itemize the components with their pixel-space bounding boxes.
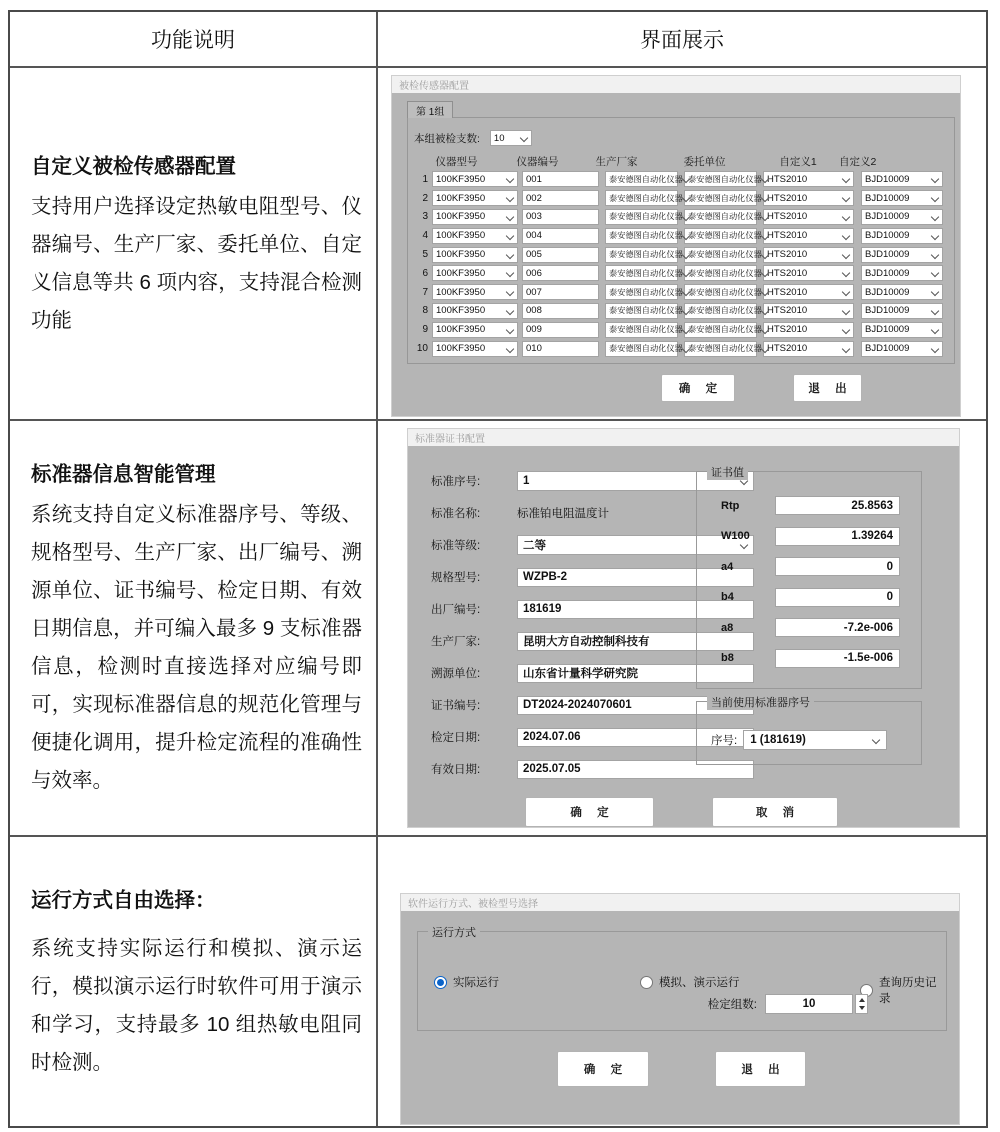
- radio-label: 模拟、演示运行: [659, 977, 740, 989]
- description-cell-1: [10, 68, 378, 419]
- cert-row: [721, 496, 921, 515]
- sensor-row: [414, 264, 943, 283]
- sensor-row: [414, 170, 943, 189]
- feature-heading-1: 自定义被检传感器配置: [31, 154, 236, 178]
- sensor-row: [414, 245, 943, 264]
- group-count-input[interactable]: 10: [765, 994, 853, 1014]
- serial-value: 004: [526, 230, 542, 242]
- serial-value: 003: [526, 211, 542, 223]
- sensor-row: [414, 226, 943, 245]
- custom1-value: HTS2010: [767, 211, 808, 223]
- manufacturer-combo[interactable]: [605, 190, 683, 206]
- chevron-down-icon: [842, 213, 850, 221]
- run-mode-radio[interactable]: [434, 974, 499, 990]
- column-header: 自定义2: [839, 156, 877, 168]
- feature-heading-2: 标准器信息智能管理: [31, 463, 216, 486]
- field-value: 山东省计量科学研究院: [523, 668, 638, 680]
- chevron-down-icon: [842, 307, 850, 315]
- manufacturer-value: 泰安德图自动化仪器: [609, 174, 683, 184]
- sensor-row: [414, 302, 943, 321]
- chevron-down-icon: [506, 269, 514, 277]
- serial-input[interactable]: [522, 265, 599, 281]
- exit-button[interactable]: 退 出: [715, 1051, 806, 1087]
- radio-button[interactable]: [434, 976, 447, 989]
- client-combo[interactable]: [684, 209, 762, 225]
- custom1-value: HTS2010: [767, 192, 808, 204]
- serial-input[interactable]: [522, 171, 599, 187]
- model-value: 100KF3950: [436, 305, 486, 317]
- cert-label: W100: [721, 530, 750, 542]
- client-value: 泰安德图自动化仪器: [688, 344, 762, 354]
- chevron-down-icon: [506, 232, 514, 240]
- custom2-value: BJD10009: [865, 192, 910, 204]
- chevron-down-icon: [506, 307, 514, 315]
- custom2-combo[interactable]: [861, 303, 943, 319]
- field-label: 标准名称:: [431, 508, 481, 520]
- client-combo[interactable]: [684, 171, 762, 187]
- serial-value: 001: [526, 173, 542, 185]
- radio-button[interactable]: [640, 976, 653, 989]
- field-value: WZPB-2: [523, 571, 568, 583]
- serial-value: 008: [526, 305, 542, 317]
- serial-value: 006: [526, 267, 542, 279]
- confirm-button[interactable]: 确 定: [557, 1051, 649, 1087]
- row-number: 9: [422, 324, 428, 336]
- custom2-combo[interactable]: [861, 247, 943, 263]
- chevron-down-icon: [931, 175, 939, 183]
- model-value: 100KF3950: [436, 249, 486, 261]
- cert-value-input[interactable]: -7.2e-006: [775, 618, 900, 637]
- custom2-value: BJD10009: [865, 324, 910, 336]
- certificate-values-group: [696, 467, 922, 689]
- client-combo[interactable]: [684, 247, 762, 263]
- feature-body-3: 系统支持实际运行和模拟、演示运行，模拟演示运行时软件可用于演示和学习，支持最多 10 组热敏电阻同时检测。: [31, 936, 362, 1074]
- confirm-button[interactable]: 确 定: [525, 797, 654, 827]
- chevron-down-icon: [931, 288, 939, 296]
- custom1-combo[interactable]: [763, 303, 854, 319]
- header-interface-display: 界面展示: [640, 29, 724, 52]
- custom1-value: HTS2010: [767, 324, 808, 336]
- table-header-row: [10, 12, 986, 66]
- cert-value-input[interactable]: -1.5e-006: [775, 649, 900, 668]
- cert-label: a8: [721, 621, 734, 634]
- manufacturer-combo[interactable]: [605, 284, 683, 300]
- manufacturer-value: 泰安德图自动化仪器: [609, 344, 683, 354]
- field-label: 规格型号:: [431, 572, 481, 584]
- serial-input[interactable]: [522, 303, 599, 319]
- client-value: 泰安德图自动化仪器: [688, 193, 762, 203]
- model-value: 100KF3950: [436, 211, 486, 223]
- cert-label: b8: [721, 652, 734, 664]
- run-mode-radio[interactable]: [640, 974, 740, 990]
- manufacturer-value: 泰安德图自动化仪器: [609, 325, 683, 335]
- group-count-label: 检定组数:: [707, 999, 757, 1011]
- serial-input[interactable]: [522, 209, 599, 225]
- cert-row: [721, 527, 921, 546]
- custom2-value: BJD10009: [865, 211, 910, 223]
- field-value: 2024.07.06: [523, 731, 581, 743]
- field-label: 证书编号:: [431, 700, 481, 712]
- custom1-combo[interactable]: [763, 247, 854, 263]
- serial-value: 009: [526, 324, 542, 336]
- chevron-down-icon: [931, 194, 939, 202]
- custom1-combo[interactable]: [763, 171, 854, 187]
- sensor-config-dialog: [391, 75, 961, 417]
- model-combo[interactable]: [432, 341, 518, 357]
- header-function-description: 功能说明: [10, 12, 378, 66]
- feature-body-2: 系统支持自定义标准器序号、等级、规格型号、生产厂家、出厂编号、溯源单位、证书编号、检定日期、有效日期信息，并可编入最多 9 支标准器信息，检测时直接选择对应编号即可，实现标准器信息的规范化管理与便捷化调用，提升检定流程的准确性与效率。: [31, 503, 362, 792]
- row-number: 5: [422, 249, 428, 261]
- custom2-combo[interactable]: [861, 341, 943, 357]
- current-standard-group: [696, 697, 922, 765]
- client-value: 泰安德图自动化仪器: [688, 287, 762, 297]
- serial-input[interactable]: [522, 341, 599, 357]
- serial-value: 005: [526, 249, 542, 261]
- custom1-value: HTS2010: [767, 286, 808, 298]
- field-label: 溯源单位:: [431, 668, 481, 680]
- chevron-down-icon: [931, 344, 939, 352]
- chevron-down-icon: [931, 307, 939, 315]
- custom2-value: BJD10009: [865, 267, 910, 279]
- client-value: 泰安德图自动化仪器: [688, 268, 762, 278]
- confirm-button[interactable]: 确 定: [661, 374, 735, 402]
- custom2-combo[interactable]: [861, 171, 943, 187]
- column-header: 仪器编号: [516, 156, 559, 168]
- cert-value-input[interactable]: 25.8563: [775, 496, 900, 515]
- manufacturer-value: 泰安德图自动化仪器: [609, 231, 683, 241]
- manufacturer-value: 泰安德图自动化仪器: [609, 193, 683, 203]
- custom1-value: HTS2010: [767, 343, 808, 355]
- custom2-value: BJD10009: [865, 343, 910, 355]
- cert-row: [721, 649, 921, 668]
- field-label: 标准等级:: [431, 540, 481, 552]
- count-value: 10: [493, 132, 505, 144]
- custom2-combo[interactable]: [861, 209, 943, 225]
- manufacturer-value: 泰安德图自动化仪器: [609, 306, 683, 316]
- chevron-down-icon: [931, 232, 939, 240]
- custom1-value: HTS2010: [767, 173, 808, 185]
- serial-input[interactable]: [522, 322, 599, 338]
- model-combo[interactable]: [432, 322, 518, 338]
- chevron-down-icon: [931, 326, 939, 334]
- cancel-button[interactable]: 取 消: [712, 797, 838, 827]
- manufacturer-value: 泰安德图自动化仪器: [609, 250, 683, 260]
- row-number: 8: [422, 305, 428, 317]
- field-value: 昆明大方自动控制科技有: [523, 636, 650, 648]
- chevron-down-icon: [520, 134, 528, 142]
- cert-row: [721, 588, 921, 607]
- screenshot-cell-1: [378, 68, 986, 419]
- chevron-down-icon: [931, 213, 939, 221]
- custom1-combo[interactable]: [763, 284, 854, 300]
- chevron-down-icon: [506, 175, 514, 183]
- row-number: 2: [422, 192, 428, 204]
- standard-cert-dialog: [407, 428, 960, 828]
- chevron-down-icon: [842, 326, 850, 334]
- feature-heading-3: 运行方式自由选择：: [31, 888, 216, 912]
- custom2-combo[interactable]: [861, 284, 943, 300]
- cert-row: [721, 618, 921, 637]
- group-title: 证书值: [707, 464, 748, 480]
- manufacturer-combo[interactable]: [605, 209, 683, 225]
- client-combo[interactable]: [684, 228, 762, 244]
- field-label: 有效日期:: [431, 764, 481, 776]
- column-header: 委托单位: [683, 156, 726, 168]
- chevron-down-icon: [931, 250, 939, 258]
- model-combo[interactable]: [432, 171, 518, 187]
- description-cell-3: [10, 837, 378, 1126]
- table-row: [10, 421, 986, 835]
- custom1-combo[interactable]: [763, 228, 854, 244]
- field-value: 181619: [523, 603, 562, 615]
- model-combo[interactable]: [432, 284, 518, 300]
- tab-group-1[interactable]: 第 1组: [407, 101, 453, 118]
- chevron-down-icon: [842, 288, 850, 296]
- manufacturer-combo[interactable]: [605, 303, 683, 319]
- table-row: [10, 68, 986, 419]
- column-headers: [414, 154, 876, 169]
- chevron-down-icon: [842, 232, 850, 240]
- model-value: 100KF3950: [436, 286, 486, 298]
- spinner-stepper[interactable]: [855, 994, 868, 1014]
- client-value: 泰安德图自动化仪器: [688, 174, 762, 184]
- serial-input[interactable]: [522, 228, 599, 244]
- chevron-down-icon: [842, 175, 850, 183]
- group-title: 当前使用标准器序号: [707, 694, 814, 710]
- column-header: 仪器型号: [435, 156, 478, 168]
- client-value: 泰安德图自动化仪器: [688, 325, 762, 335]
- custom1-value: HTS2010: [767, 230, 808, 242]
- manufacturer-combo[interactable]: [605, 247, 683, 263]
- chevron-down-icon: [506, 250, 514, 258]
- serial-input[interactable]: [522, 190, 599, 206]
- client-combo[interactable]: [684, 190, 762, 206]
- model-combo[interactable]: [432, 228, 518, 244]
- manufacturer-value: 泰安德图自动化仪器: [609, 268, 683, 278]
- serial-value: 002: [526, 192, 542, 204]
- client-combo[interactable]: [684, 284, 762, 300]
- dialog-title: 软件运行方式、被检型号选择: [401, 894, 959, 911]
- custom2-value: BJD10009: [865, 230, 910, 242]
- dialog-title: 标准器证书配置: [408, 429, 959, 446]
- manufacturer-combo[interactable]: [605, 322, 683, 338]
- custom2-combo[interactable]: [861, 228, 943, 244]
- custom1-value: HTS2010: [767, 305, 808, 317]
- screenshot-cell-2: [378, 421, 986, 835]
- model-value: 100KF3950: [436, 192, 486, 204]
- custom1-value: HTS2010: [767, 267, 808, 279]
- custom2-value: BJD10009: [865, 173, 910, 185]
- spinner-down-icon[interactable]: [859, 1006, 865, 1010]
- sensor-row: [414, 208, 943, 227]
- manufacturer-value: 泰安德图自动化仪器: [609, 287, 683, 297]
- client-combo[interactable]: [684, 341, 762, 357]
- cert-label: b4: [721, 591, 734, 603]
- client-combo[interactable]: [684, 265, 762, 281]
- custom1-combo[interactable]: [763, 322, 854, 338]
- model-value: 100KF3950: [436, 267, 486, 279]
- row-number: 6: [422, 267, 428, 279]
- model-combo[interactable]: [432, 265, 518, 281]
- run-mode-dialog: [400, 893, 960, 1125]
- field-label: 标准序号:: [431, 476, 481, 488]
- sensor-row: [414, 189, 943, 208]
- chevron-down-icon: [506, 194, 514, 202]
- spinner-up-icon[interactable]: [859, 998, 865, 1002]
- field-value: 标准铂电阻温度计: [517, 508, 609, 520]
- radio-label: 查询历史记录: [879, 977, 937, 1005]
- serial-value: 010: [526, 343, 542, 355]
- model-combo[interactable]: [432, 303, 518, 319]
- custom1-combo[interactable]: [763, 190, 854, 206]
- table-row: [10, 837, 986, 1126]
- field-value: DT2024-2024070601: [523, 699, 632, 711]
- field-value: 二等: [523, 540, 546, 552]
- row-number: 1: [422, 173, 428, 185]
- cert-label: Rtp: [721, 499, 740, 512]
- chevron-down-icon: [506, 213, 514, 221]
- custom2-value: BJD10009: [865, 286, 910, 298]
- model-value: 100KF3950: [436, 343, 486, 355]
- cert-row: [721, 557, 921, 576]
- custom2-combo[interactable]: [861, 265, 943, 281]
- serial-input[interactable]: [522, 247, 599, 263]
- screenshot-cell-3: [378, 837, 986, 1126]
- custom2-value: BJD10009: [865, 249, 910, 261]
- chevron-down-icon: [506, 344, 514, 352]
- client-combo[interactable]: [684, 322, 762, 338]
- field-label: 检定日期:: [431, 732, 481, 744]
- radio-label: 实际运行: [453, 977, 499, 989]
- count-combo[interactable]: [490, 130, 532, 146]
- row-number: 3: [422, 211, 428, 223]
- manufacturer-combo[interactable]: [605, 265, 683, 281]
- serial-input[interactable]: [522, 284, 599, 300]
- field-label: 生产厂家:: [431, 636, 481, 648]
- field-label: 出厂编号:: [431, 604, 481, 616]
- chevron-down-icon: [842, 269, 850, 277]
- run-mode-group: [417, 927, 947, 1031]
- model-value: 100KF3950: [436, 230, 486, 242]
- manufacturer-combo[interactable]: [605, 171, 683, 187]
- model-combo[interactable]: [432, 209, 518, 225]
- manufacturer-combo[interactable]: [605, 228, 683, 244]
- row-number: 10: [416, 343, 428, 355]
- custom2-value: BJD10009: [865, 305, 910, 317]
- custom1-value: HTS2010: [767, 249, 808, 261]
- sensor-row: [414, 320, 943, 339]
- column-header: 生产厂家: [595, 156, 638, 168]
- client-value: 泰安德图自动化仪器: [688, 250, 762, 260]
- count-label: 本组被检支数:: [414, 132, 480, 145]
- model-value: 100KF3950: [436, 324, 486, 336]
- custom1-combo[interactable]: [763, 265, 854, 281]
- chevron-down-icon: [842, 194, 850, 202]
- manufacturer-value: 泰安德图自动化仪器: [609, 212, 683, 222]
- cert-value-input[interactable]: 0: [775, 588, 900, 607]
- chevron-down-icon: [842, 344, 850, 352]
- serial-value: 007: [526, 286, 542, 298]
- cert-value-input[interactable]: 1.39264: [775, 527, 900, 546]
- sensor-row: [414, 283, 943, 302]
- cert-label: a4: [721, 560, 734, 573]
- column-header: 自定义1: [779, 156, 817, 168]
- cert-value-input[interactable]: 0: [775, 557, 900, 576]
- sensor-row: [414, 339, 943, 358]
- chevron-down-icon: [931, 269, 939, 277]
- custom1-combo[interactable]: [763, 341, 854, 357]
- field-value: 2025.07.05: [523, 763, 581, 775]
- feature-body-1: 支持用户选择设定热敏电阻型号、仪器编号、生产厂家、委托单位、自定义信息等共 6 项内容，支持混合检测功能: [31, 194, 362, 332]
- dialog-title: 被检传感器配置: [392, 76, 960, 93]
- current-standard-combo[interactable]: [743, 730, 887, 750]
- serial-label: 序号:: [711, 735, 738, 747]
- chevron-down-icon: [872, 736, 880, 744]
- chevron-down-icon: [506, 288, 514, 296]
- model-combo[interactable]: [432, 190, 518, 206]
- exit-button[interactable]: 退 出: [793, 374, 862, 402]
- client-combo[interactable]: [684, 303, 762, 319]
- row-number: 4: [422, 230, 428, 242]
- client-value: 泰安德图自动化仪器: [688, 231, 762, 241]
- custom1-combo[interactable]: [763, 209, 854, 225]
- description-cell-2: [10, 421, 378, 835]
- client-value: 泰安德图自动化仪器: [688, 306, 762, 316]
- client-value: 泰安德图自动化仪器: [688, 212, 762, 222]
- current-standard-value: 1 (181619): [750, 734, 806, 746]
- model-value: 100KF3950: [436, 173, 486, 185]
- field-value: 1: [523, 475, 530, 487]
- row-number: 7: [422, 286, 428, 298]
- tab-page: [407, 117, 955, 364]
- group-title: 运行方式: [428, 924, 480, 940]
- run-mode-radio[interactable]: [860, 974, 946, 1006]
- sensor-table: [414, 170, 943, 358]
- chevron-down-icon: [506, 326, 514, 334]
- chevron-down-icon: [842, 250, 850, 258]
- manufacturer-combo[interactable]: [605, 341, 683, 357]
- model-combo[interactable]: [432, 247, 518, 263]
- feature-table: [8, 10, 988, 1128]
- custom2-combo[interactable]: [861, 190, 943, 206]
- custom2-combo[interactable]: [861, 322, 943, 338]
